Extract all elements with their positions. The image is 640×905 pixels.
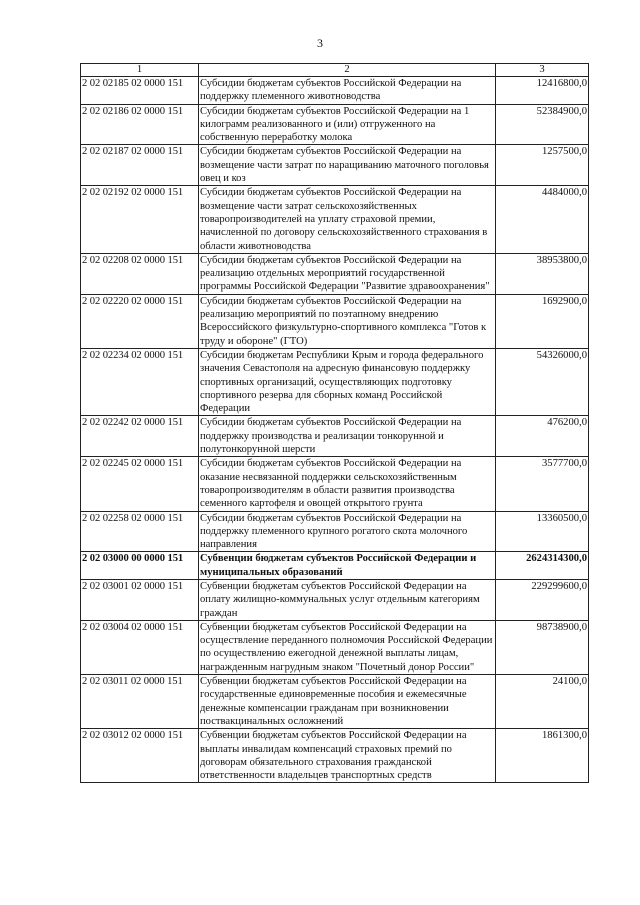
code-cell: 2 02 02242 02 0000 151	[81, 416, 199, 457]
amount-cell: 1692900,0	[496, 294, 589, 348]
amount-cell: 24100,0	[496, 675, 589, 729]
amount-cell: 54326000,0	[496, 348, 589, 415]
table-row	[81, 675, 589, 729]
table-row	[81, 294, 589, 348]
budget-table	[80, 63, 589, 783]
amount-cell: 2624314300,0	[496, 552, 589, 580]
code-cell: 2 02 03000 00 0000 151	[81, 552, 199, 580]
table-row	[81, 77, 589, 105]
table-row	[81, 579, 589, 620]
code-cell: 2 02 03012 02 0000 151	[81, 729, 199, 783]
column-header-1: 1	[81, 64, 199, 77]
table-row	[81, 253, 589, 294]
amount-cell: 229299600,0	[496, 579, 589, 620]
amount-cell: 12416800,0	[496, 77, 589, 105]
code-cell: 2 02 02220 02 0000 151	[81, 294, 199, 348]
description-cell: Субсидии бюджетам субъектов Российской Федерации на поддержку племенного крупного рогатого скота молочного направления	[199, 511, 496, 552]
code-cell: 2 02 03001 02 0000 151	[81, 579, 199, 620]
description-cell: Субсидии бюджетам субъектов Российской Федерации на реализацию мероприятий по поэтапному внедрению Всероссийского физкультурно-спортивного комплекса "Готов к труду и обороне" (ГТО)	[199, 294, 496, 348]
description-cell: Субсидии бюджетам субъектов Российской Федерации на реализацию отдельных мероприятий государственной программы Российской Федерации "Развитие здравоохранения"	[199, 253, 496, 294]
column-header-2: 2	[199, 64, 496, 77]
table-row	[81, 552, 589, 580]
amount-cell: 52384900,0	[496, 104, 589, 145]
code-cell: 2 02 02245 02 0000 151	[81, 457, 199, 511]
description-cell: Субвенции бюджетам субъектов Российской Федерации на выплаты инвалидам компенсаций страховых премий по договорам обязательного страхования гражданской ответственности владельцев транспортных средств	[199, 729, 496, 783]
description-cell: Субвенции бюджетам субъектов Российской Федерации на государственные единовременные пособия и ежемесячные денежные компенсации гражданам при возникновении поствакцинальных осложнений	[199, 675, 496, 729]
code-cell: 2 02 02234 02 0000 151	[81, 348, 199, 415]
table-row	[81, 348, 589, 415]
table-row	[81, 145, 589, 186]
description-cell: Субвенции бюджетам субъектов Российской Федерации на осуществление переданного полномочия Российской Федерации по осуществлению ежегодной денежной выплаты лицам, награжденным нагрудным знаком "Почетный донор России"	[199, 620, 496, 674]
amount-cell: 1257500,0	[496, 145, 589, 186]
table-row	[81, 186, 589, 253]
amount-cell: 476200,0	[496, 416, 589, 457]
page-number: 3	[317, 36, 323, 50]
amount-cell: 98738900,0	[496, 620, 589, 674]
amount-cell: 38953800,0	[496, 253, 589, 294]
amount-cell: 1861300,0	[496, 729, 589, 783]
description-cell: Субсидии бюджетам субъектов Российской Федерации на поддержку племенного животноводства	[199, 77, 496, 105]
code-cell: 2 02 02185 02 0000 151	[81, 77, 199, 105]
code-cell: 2 02 02186 02 0000 151	[81, 104, 199, 145]
code-cell: 2 02 02258 02 0000 151	[81, 511, 199, 552]
description-cell: Субсидии бюджетам субъектов Российской Федерации на возмещение части затрат сельскохозяйственных товаропроизводителей на уплату страховой премии, начисленной по договору сельскохозяйственного страхования в области животноводства	[199, 186, 496, 253]
code-cell: 2 02 02192 02 0000 151	[81, 186, 199, 253]
table-row	[81, 416, 589, 457]
description-cell: Субсидии бюджетам субъектов Российской Федерации на поддержку производства и реализации тонкорунной и полутонкорунной шерсти	[199, 416, 496, 457]
description-cell: Субсидии бюджетам субъектов Российской Федерации на оказание несвязанной поддержки сельскохозяйственным товаропроизводителям в области развития производства семенного картофеля и овощей открытого грунта	[199, 457, 496, 511]
code-cell: 2 02 03011 02 0000 151	[81, 675, 199, 729]
table-row	[81, 729, 589, 783]
table-row	[81, 457, 589, 511]
amount-cell: 4484000,0	[496, 186, 589, 253]
description-cell: Субсидии бюджетам Республики Крым и города федерального значения Севастополя на адресную финансовую поддержку спортивных организаций, осуществляющих подготовку спортивного резерва для сборных команд Российской Федерации	[199, 348, 496, 415]
code-cell: 2 02 02208 02 0000 151	[81, 253, 199, 294]
table-row	[81, 104, 589, 145]
table-row	[81, 620, 589, 674]
code-cell: 2 02 03004 02 0000 151	[81, 620, 199, 674]
column-header-3: 3	[496, 64, 589, 77]
amount-cell: 3577700,0	[496, 457, 589, 511]
code-cell: 2 02 02187 02 0000 151	[81, 145, 199, 186]
description-cell: Субсидии бюджетам субъектов Российской Федерации на 1 килограмм реализованного и (или) отгруженного на собственную переработку молока	[199, 104, 496, 145]
description-cell: Субвенции бюджетам субъектов Российской Федерации на оплату жилищно-коммунальных услуг отдельным категориям граждан	[199, 579, 496, 620]
description-cell: Субвенции бюджетам субъектов Российской Федерации и муниципальных образований	[199, 552, 496, 580]
header-row	[81, 64, 589, 77]
description-cell: Субсидии бюджетам субъектов Российской Федерации на возмещение части затрат по наращиванию маточного поголовья овец и коз	[199, 145, 496, 186]
amount-cell: 13360500,0	[496, 511, 589, 552]
table-row	[81, 511, 589, 552]
